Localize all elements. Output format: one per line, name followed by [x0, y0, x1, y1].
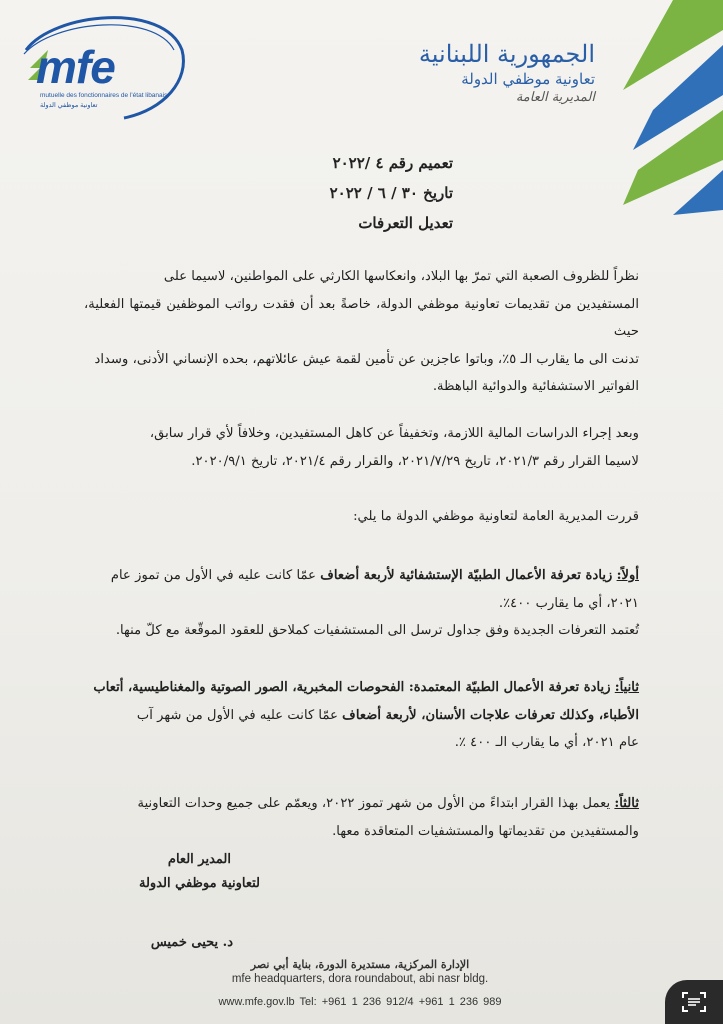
mfe-logo [14, 10, 189, 120]
logo-subtitle-ar: تعاونية موظفي الدولة [40, 102, 98, 109]
footer-address-ar: الإدارة المركزية، مستديرة الدورة، بناية أبي نصر [250, 958, 470, 971]
cooperative-name: تعاونية موظفي الدولة [461, 70, 595, 88]
clause-second-bold1: زيادة تعرفة الأعمال الطبيّة المعتمدة: الفحوصات المخبرية، الصور الصوتية والمغناطيسية، أتعاب [93, 680, 611, 695]
clause-first-label: أولاً: [616, 568, 639, 583]
clause-first-rest: عمّا كانت عليه في الأول من تموز عام [110, 568, 316, 583]
memo-header [330, 148, 453, 238]
clause-second [84, 674, 639, 757]
footer-address [210, 958, 510, 985]
clause-second-line2 [84, 702, 639, 730]
clause-second-bold2: الأطباء، وكذلك تعرفات علاجات الأسنان، لأربعة أضعاف [342, 707, 639, 723]
footer-address-en: mfe headquarters, dora roundabout, abi nasr bldg. [231, 973, 489, 985]
intro-paragraph [84, 263, 639, 401]
footer-contact [200, 996, 520, 1008]
clause-first [84, 562, 639, 645]
intro-line: نظراً للظروف الصعبة التي تمرّ بها البلاد، وانعكاسها الكارثي على المواطنين، لاسيما على [163, 269, 639, 284]
logo-wordmark: mfe [36, 41, 115, 93]
letterhead-text [419, 40, 595, 105]
clause-third-text: يعمل بهذا القرار ابتداءً من الأول من شهر تموز ٢٠٢٢، ويعمّم على جميع وحدات التعاونية [137, 796, 611, 811]
clause-second-label: ثانياً: [614, 680, 639, 695]
signature-name: د. يحيى خميس [150, 935, 233, 950]
clause-second-line3: عام ٢٠٢١، أي ما يقارب الـ ٤٠٠ ٪. [454, 735, 639, 750]
memo-date: تاريخ ٣٠ / ٦ / ٢٠٢٢ [329, 184, 453, 202]
clause-third-line1 [84, 790, 639, 818]
study-line: لاسيما القرار رقم ٢٠٢١/٣، تاريخ ٢٠٢١/٧/٢٩، والقرار رقم ٢٠٢١/٤، تاريخ ٢٠٢٠/٩/١. [191, 453, 639, 469]
clause-second-rest: عمّا كانت عليه في الأول من شهر آب [136, 707, 338, 723]
memo-number: تعميم رقم ٤ /٢٠٢٢ [332, 154, 453, 172]
study-line: وبعد إجراء الدراسات المالية اللازمة، وتخفيفاً عن كاهل المستفيدين، وخلافاً لأي قرار سابق، [149, 426, 639, 441]
intro-line: المستفيدين من تقديمات تعاونية موظفي الدولة، خاصةً بعد أن فقدت رواتب الموظفين قيمتها الفعلية، حيث [84, 296, 639, 339]
clause-first-line3: تُعتمد التعرفات الجديدة وفق جداول ترسل الى المستشفيات كملاحق للعقود الموقّعة مع كلّ منها. [115, 623, 639, 638]
clause-first-bold: زيادة تعرفة الأعمال الطبيّة الإستشفائية لأربعة أضعاف [320, 568, 613, 583]
clause-first-line2: ٢٠٢١، أي ما يقارب ٤٠٠٪. [498, 595, 639, 611]
clause-first-line1 [84, 562, 639, 590]
logo-subtitle-fr: mutuelle des fonctionnaires de l'état libanais [40, 92, 168, 99]
footer-phone2: +961 1 236 989 [418, 996, 502, 1008]
decision-intro-text: قررت المديرية العامة لتعاونية موظفي الدولة ما يلي: [353, 509, 639, 524]
footer-website: www.mfe.gov.lb [218, 996, 295, 1008]
footer-tel-label: Tel: [299, 996, 317, 1008]
document-scan-icon [681, 991, 707, 1013]
directorate-name: المديرية العامة [515, 90, 595, 105]
footer-phone1: +961 1 236 912/4 [321, 996, 414, 1008]
intro-line: الفواتير الاستشفائية والدوائية الباهظة. [432, 379, 639, 394]
clause-second-line1 [84, 674, 639, 702]
document-scan-button[interactable] [665, 980, 723, 1024]
decision-intro [84, 503, 639, 531]
republic-title: الجمهورية اللبنانية [418, 40, 595, 68]
signature-org: لتعاونية موظفي الدولة [139, 876, 260, 891]
study-paragraph [84, 420, 639, 475]
intro-line: تدنت الى ما يقارب الـ ٥٪، وباتوا عاجزين عن تأمين لقمة عيش عائلاتهم، بحده الإنساني الأدنى، وسداد [94, 351, 639, 367]
signature-title: المدير العام [167, 852, 231, 867]
clause-third-label: ثالثاً: [614, 796, 639, 811]
memo-subject: تعديل التعرفات [358, 214, 453, 232]
decorative-stripes-icon [613, 0, 723, 220]
clause-third-line2: والمستفيدين من تقديماتها والمستشفيات المتعاقدة معها. [332, 823, 639, 839]
clause-third [84, 790, 639, 845]
